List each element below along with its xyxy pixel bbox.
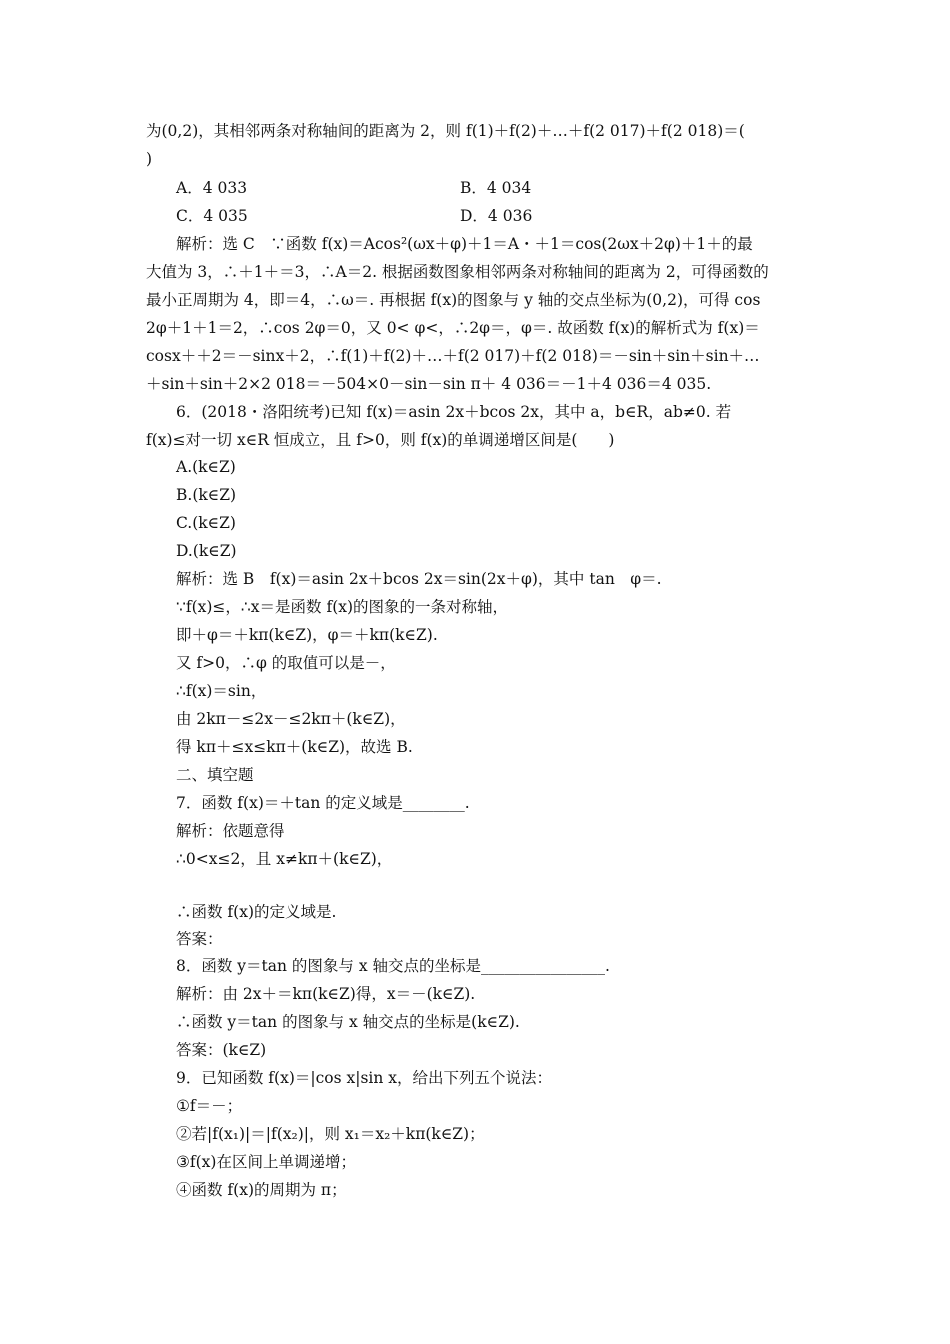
text-line: 解析：选 C ∵函数 f(x)＝Acos²(ωx＋φ)＋1＝A・＋1＝cos(2ωx＋2φ)＋1＋的最 bbox=[176, 235, 753, 253]
question-8: 8．函数 y＝tan 的图象与 x 轴交点的坐标是________________. bbox=[176, 957, 610, 975]
text-line: ∵f(x)≤，∴x＝是函数 f(x)的图象的一条对称轴， bbox=[176, 598, 509, 616]
option-c: C．4 035 bbox=[176, 207, 248, 225]
text-line: ∴函数 f(x)的定义域是. bbox=[176, 903, 337, 921]
text-line: ∴f(x)＝sin， bbox=[176, 682, 267, 700]
section-heading: 二、填空题 bbox=[176, 766, 254, 784]
question-6: 6．(2018・洛阳统考)已知 f(x)＝asin 2x＋bcos 2x，其中 a，b∈R，ab≠0. 若 bbox=[176, 403, 732, 421]
statement-1: ①f＝－； bbox=[176, 1097, 243, 1115]
option-d: D．4 036 bbox=[460, 207, 533, 225]
answer-label: 答案：(k∈Z) bbox=[176, 1041, 267, 1059]
text-line: 解析：由 2x＋＝kπ(k∈Z)得，x＝－(k∈Z). bbox=[176, 985, 476, 1003]
text-line: 解析：选 B f(x)＝asin 2x＋bcos 2x＝sin(2x＋φ)，其中 tan φ＝. bbox=[176, 570, 662, 588]
option-b: B．4 034 bbox=[460, 179, 532, 197]
answer-label: 答案： bbox=[176, 930, 223, 948]
statement-2: ②若|f(x₁)|＝|f(x₂)|，则 x₁＝x₂＋kπ(k∈Z)； bbox=[176, 1125, 485, 1143]
text-line: ＋sin＋sin＋2×2 018＝－504×0－sin－sin π＋ 4 036＝－1＋4 036＝4 035. bbox=[146, 375, 712, 393]
statement-4: ④函数 f(x)的周期为 π； bbox=[176, 1181, 347, 1199]
text-line: ∴0<x≤2，且 x≠kπ＋(k∈Z)， bbox=[176, 850, 393, 868]
text-line: f(x)≤对一切 x∈R 恒成立，且 f>0，则 f(x)的单调递增区间是( ) bbox=[146, 431, 615, 449]
text-line: 即＋φ＝＋kπ(k∈Z)，φ＝＋kπ(k∈Z). bbox=[176, 626, 438, 644]
question-9: 9．已知函数 f(x)＝|cos x|sin x，给出下列五个说法： bbox=[176, 1069, 553, 1087]
option-b: B.(k∈Z) bbox=[176, 486, 237, 504]
option-a: A．4 033 bbox=[176, 179, 248, 197]
text-line: 2φ＋1＋1＝2，∴cos 2φ＝0，又 0< φ<，∴2φ＝，φ＝. 故函数 f(x)的解析式为 f(x)＝ bbox=[146, 319, 760, 337]
option-c: C.(k∈Z) bbox=[176, 514, 236, 532]
text-line: 最小正周期为 4，即＝4，∴ω＝. 再根据 f(x)的图象与 y 轴的交点坐标为(0,2)，可得 cos bbox=[146, 291, 761, 309]
text-line: 由 2kπ－≤2x－≤2kπ＋(k∈Z)， bbox=[176, 710, 406, 728]
option-a: A.(k∈Z) bbox=[176, 458, 236, 476]
text-line: 解析：依题意得 bbox=[176, 822, 285, 840]
text-line: 为(0,2)，其相邻两条对称轴间的距离为 2，则 f(1)＋f(2)＋…＋f(2 017)＋f(2 018)＝( bbox=[146, 122, 745, 140]
question-7: 7．函数 f(x)＝＋tan 的定义域是________. bbox=[176, 794, 470, 812]
text-line: cosx＋＋2＝－sinx＋2，∴f(1)＋f(2)＋…＋f(2 017)＋f(2 018)＝－sin＋sin＋sin＋… bbox=[146, 347, 760, 365]
text-line: 大值为 3，∴＋1＋＝3，∴A＝2. 根据函数图象相邻两条对称轴间的距离为 2，可得函数的 bbox=[146, 263, 769, 281]
text-line: ∴函数 y＝tan 的图象与 x 轴交点的坐标是(k∈Z). bbox=[176, 1013, 520, 1031]
text-line: 又 f>0，∴φ 的取值可以是－， bbox=[176, 654, 396, 672]
text-line: 得 kπ＋≤x≤kπ＋(k∈Z)，故选 B. bbox=[176, 738, 413, 756]
text-line: ) bbox=[146, 150, 153, 168]
statement-3: ③f(x)在区间上单调递增； bbox=[176, 1153, 356, 1171]
option-d: D.(k∈Z) bbox=[176, 542, 237, 560]
